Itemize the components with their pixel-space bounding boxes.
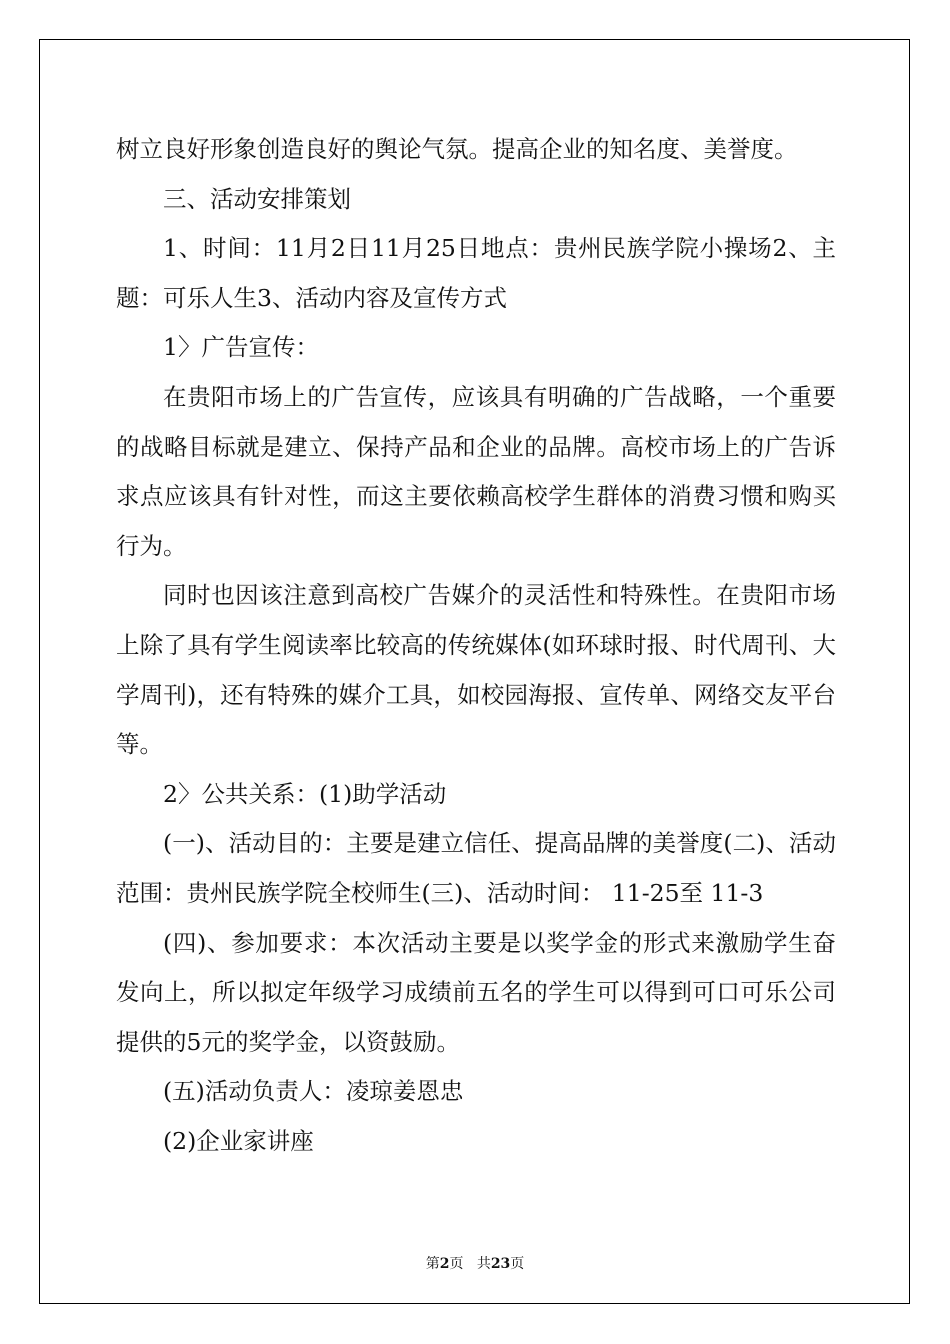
footer-total-suffix: 页 — [510, 1256, 525, 1272]
paragraph: 同时也因该注意到高校广告媒介的灵活性和特殊性。在贵阳市场上除了具有学生阅读率比较高的传统媒体(如环球时报、时代周刊、大学周刊)，还有特殊的媒介工具，如校园海报、宣传单、网络交友平台等。 — [116, 581, 836, 759]
total-page-count: 23 — [490, 1256, 511, 1272]
paragraph: (一)、活动目的：主要是建立信任、提高品牌的美誉度(二)、活动范围：贵州民族学院全校师生(三)、活动时间： 11-25至 11-3 — [116, 829, 836, 907]
section-heading: 三、活动安排策划 — [163, 184, 351, 213]
footer-total-prefix: 共 — [476, 1256, 491, 1272]
paragraph: 在贵阳市场上的广告宣传，应该具有明确的广告战略，一个重要的战略目标就是建立、保持产品和企业的品牌。高校市场上的广告诉求点应该具有针对性，而这主要依赖高校学生群体的消费习惯和购买行为。 — [116, 382, 836, 560]
footer-page-suffix: 页 — [449, 1256, 464, 1272]
paragraph: (五)活动负责人：凌琼姜恩忠 — [163, 1077, 464, 1106]
paragraph: 1、时间：11月2日11月25日地点：贵州民族学院小操场2、主题：可乐人生3、活动内容及宣传方式 — [116, 234, 836, 312]
footer-prefix: 第 — [425, 1256, 440, 1272]
subsection-heading: 1〉广告宣传： — [163, 333, 319, 362]
current-page-number: 2 — [439, 1256, 450, 1272]
page-footer — [0, 1253, 950, 1273]
subsection-heading: 2〉公共关系：(1)助学活动 — [163, 779, 447, 808]
paragraph: (2)企业家讲座 — [163, 1126, 314, 1155]
paragraph: (四)、参加要求：本次活动主要是以奖学金的形式来激励学生奋发向上，所以拟定年级学习成绩前五名的学生可以得到可口可乐公司提供的5元的奖学金，以资鼓励。 — [116, 928, 836, 1056]
paragraph: 树立良好形象创造良好的舆论气氛。提高企业的知名度、美誉度。 — [116, 135, 798, 163]
document-body — [116, 125, 836, 1166]
